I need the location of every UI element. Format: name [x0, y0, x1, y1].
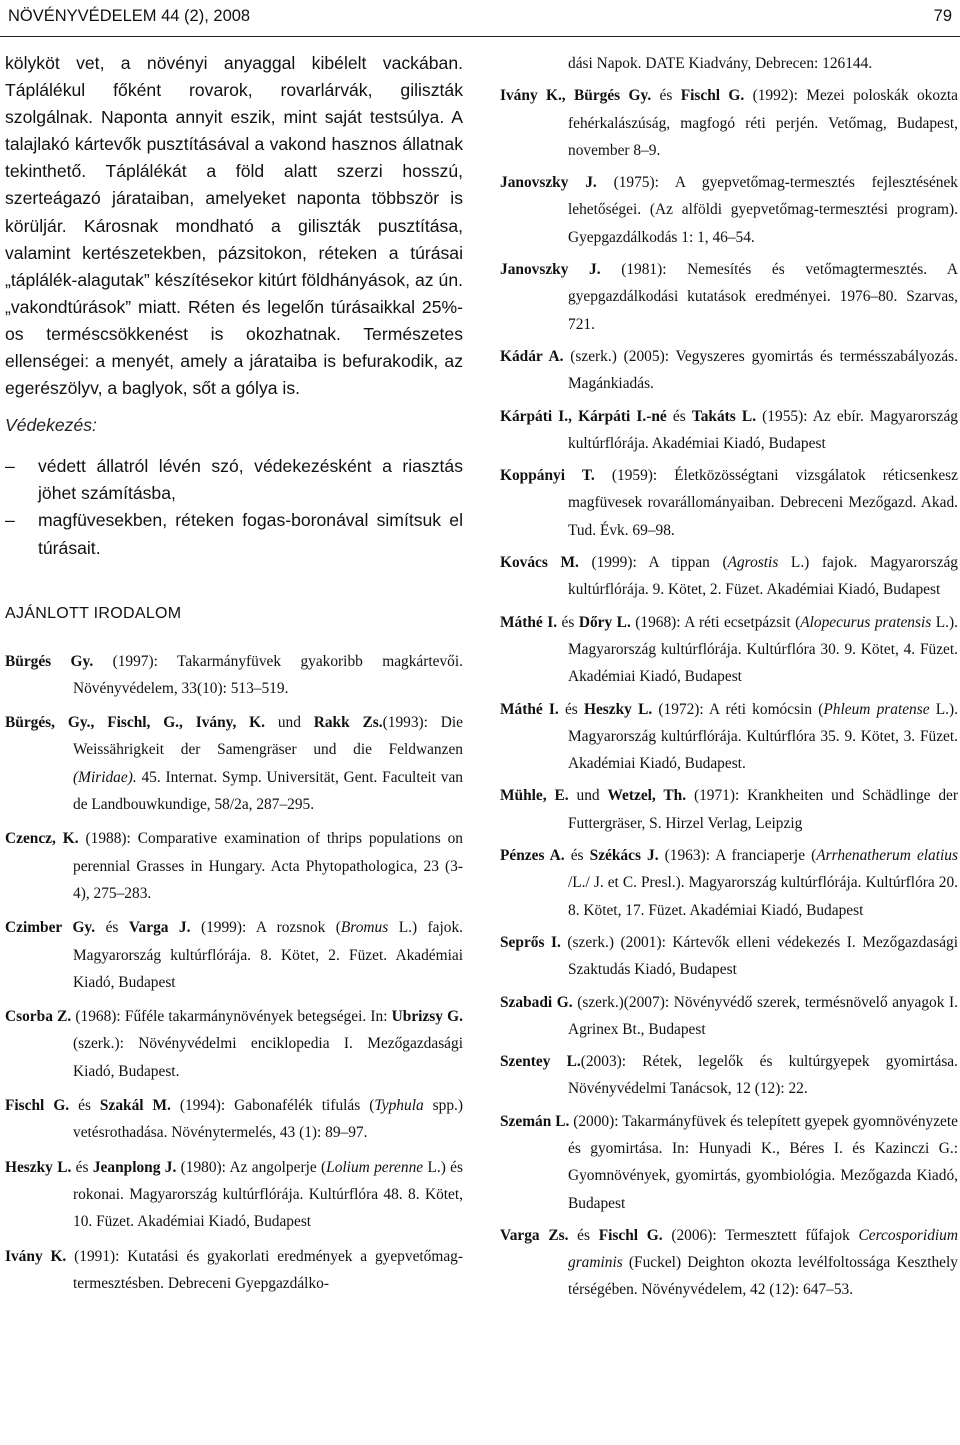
- reference-text: (Fuckel) Deighton okozta levélfoltossága Keszthely térségében. Növényvédelem, 42 (12): 647–53.: [568, 1254, 958, 1299]
- reference-text: (1997): Takarmányfüvek gyakoribb magkártevői. Növényvédelem, 33(10): 513–519.: [73, 652, 463, 697]
- reference-author: Dőry L.: [578, 613, 631, 631]
- reference-entry: [500, 1222, 958, 1304]
- reference-text: /L./ J. et C. Presl.). Magyarország kultúrflórája. Kultúrflóra 20. 8. Kötet, 17. Füzet. Akadémiai Kiadó, Budapest: [568, 874, 958, 919]
- reference-taxon: Alopecurus pratensis: [800, 613, 932, 631]
- reference-author: Szakál M.: [99, 1097, 171, 1115]
- protection-item-text: magfüvesekben, réteken fogas-boronával simítsuk el túrásait.: [38, 510, 463, 558]
- header-rule: [0, 36, 960, 37]
- reference-joiner: und: [265, 714, 314, 732]
- reference-continuation: dási Napok. DATE Kiadvány, Debrecen: 126144.: [568, 55, 873, 72]
- reference-entry: [500, 1108, 958, 1217]
- reference-author: Máthé I.: [500, 700, 559, 718]
- reference-author: Kovács M.: [500, 554, 579, 572]
- reference-entry: [5, 648, 463, 703]
- reference-entry: [5, 709, 463, 818]
- reference-entry: [5, 1003, 463, 1085]
- reference-author: Janovszky J.: [500, 261, 601, 279]
- reference-author: Janovszky J.: [500, 174, 597, 192]
- reference-author: Szemán L.: [500, 1112, 570, 1130]
- reference-joiner: és: [666, 407, 692, 425]
- reference-author: Szabadi G.: [500, 993, 573, 1011]
- reference-entry: [500, 82, 958, 164]
- dash-marker: –: [5, 510, 15, 531]
- reference-entry: [5, 914, 463, 996]
- reference-text: (1980): Az angolperje (: [176, 1158, 327, 1176]
- reference-list-right: [500, 82, 958, 1303]
- reference-text: (1963): A franciaperje (: [658, 847, 817, 865]
- reference-author: Takáts L.: [691, 407, 757, 425]
- reference-author: Czimber Gy.: [5, 919, 96, 937]
- reference-author: Szentey L.: [500, 1053, 581, 1071]
- reference-text: (1981): Nemesítés és vetőmagtermesztés. A gyepgazdálkodási kutatások eredményei. 1976–80. Szarvas, 721.: [568, 261, 958, 333]
- reference-text: (1972): A réti komócsin (: [652, 700, 824, 718]
- reference-author: Bürgés Gy.: [5, 652, 94, 670]
- page-number: 79: [933, 7, 952, 25]
- reference-taxon: Agrostis: [727, 554, 779, 572]
- reference-joiner: und: [568, 787, 608, 805]
- reference-entry: [500, 403, 958, 458]
- reference-text: L.) fajok. Magyarország kultúrflórája. 8. Kötet, 2. Füzet. Akadémiai Kiadó, Budapest: [73, 919, 463, 991]
- reference-text: (1992): Mezei poloskák okozta fehérkalászúság, magfogó réti perjén. Vetőmag, Budapest, november 8–9.: [568, 87, 959, 159]
- reference-joiner: és: [558, 700, 584, 718]
- reference-entry: [500, 549, 958, 604]
- reference-joiner: és: [95, 919, 129, 937]
- reference-taxon: Lolium perenne: [326, 1158, 424, 1176]
- running-header: [0, 0, 960, 36]
- reference-text: (1993): Die Weissährigkeit der Samengräser und die Feldwanzen: [73, 714, 463, 759]
- reference-author: Ivány K., Bürgés Gy.: [500, 87, 652, 105]
- reference-entry: [500, 842, 958, 924]
- reference-entry: [500, 1048, 958, 1103]
- dash-marker: –: [5, 456, 15, 477]
- reference-text: (szerk.)(2007): Növényvédő szerek, termésnövelő anyagok I. Agrinex Bt., Budapest: [568, 993, 958, 1038]
- reference-joiner: és: [69, 1097, 100, 1115]
- reference-text: (szerk.) (2005): Vegyszeres gyomirtás és termésszabályozás. Magánkiadás.: [563, 347, 958, 393]
- reference-text: L.). Magyarország kultúrflórája. Kultúrflóra 30. 9. Kötet, 4. Füzet. Akadémiai Kiadó, Budapest: [568, 613, 958, 686]
- reference-author: Csorba Z.: [5, 1008, 72, 1026]
- reference-taxon: Phleum pratense: [823, 700, 930, 718]
- reference-entry: [500, 609, 958, 691]
- reference-entry: [5, 1243, 463, 1298]
- reference-author: Kárpáti I., Kárpáti I.-né: [500, 407, 667, 425]
- reference-editor: Ubrizsy G.: [391, 1008, 463, 1026]
- reference-joiner: és: [557, 613, 579, 631]
- reference-entry: [500, 696, 958, 778]
- reference-text: (1968): Fűféle takarmánynövények betegségei. In:: [71, 1008, 392, 1026]
- reference-taxon: Cercosporidium graminis: [568, 1226, 958, 1272]
- section-title: AJÁNLOTT IRODALOM: [5, 604, 182, 622]
- reference-text: (1959): Életközösségtani vizsgálatok réticsenkesz magfüvesek rovarállományaiban. Debreceni Mezőgazd. Akad. Tud. Évk. 69–98.: [568, 467, 958, 539]
- reference-text: (szerk.): Növényvédelmi enciklopedia I. Mezőgazdasági Kiadó, Budapest.: [73, 1035, 463, 1080]
- reference-entry: [5, 825, 463, 907]
- reference-text: (1971): Krankheiten und Schädlinge der Futtergräser, S. Hirzel Verlag, Leipzig: [568, 787, 959, 832]
- protection-item: [5, 507, 463, 561]
- reference-list-left: [5, 648, 463, 1298]
- protection-heading: Védekezés:: [5, 415, 97, 436]
- reference-entry: [500, 462, 958, 544]
- reference-author: Fischl G.: [598, 1226, 663, 1244]
- reference-text: L.) és rokonai. Magyarország kultúrflórája. Kultúrflóra 48. 8. Kötet, 10. Füzet. Akadémiai Kiadó, Budapest: [73, 1158, 464, 1231]
- reference-author: Rakk Zs.: [313, 714, 383, 732]
- reference-author: Jeanplong J.: [92, 1158, 177, 1176]
- reference-author: Ivány K.: [5, 1247, 67, 1265]
- reference-author: Czencz, K.: [5, 830, 79, 848]
- reference-joiner: és: [568, 1226, 599, 1244]
- reference-author: Mühle, E.: [500, 787, 569, 805]
- reference-text: (1988): Comparative examination of thrips populations on perennial Grasses in Hungary. Acta Phytopathologica, 23 (3-4), 275–283.: [73, 830, 463, 902]
- reference-author: Seprős I.: [500, 933, 561, 951]
- reference-entry: [5, 1092, 463, 1147]
- reference-author: Koppányi T.: [500, 467, 595, 485]
- reference-text: (2006): Termesztett fűfajok: [662, 1226, 859, 1244]
- reference-author: Fischl G.: [5, 1097, 70, 1115]
- reference-text: (2000): Takarmányfüvek és telepített gyepek gyomnövényzete és gyomirtása. In: Hunyadi K., Béres I. és Kazinczi G.: Gyomnövények, gyomirtás, gyombiológia. Mezőgazda Kiadó, Budapest: [568, 1112, 958, 1212]
- reference-entry: [500, 989, 958, 1044]
- left-column: [5, 50, 463, 1304]
- body-paragraph: kölyköt vet, a növényi anyaggal kibélelt vackában. Táplálékul főként rovarok, rovarlárvák, giliszták szolgálnak. Naponta annyit eszik, mint saját testsúlya. A talajlakó kártevők pusztításával a vakond hasznos állatnak tekinthető. Táplálékát a föld alatt szerzi hosszú, szerteágazó járataiban, amelyeket naponta többször is körüljár. Károsnak mondható a giliszták pusztítása, valamint kertészetekben, pázsitokon, réteken a túrásai „táplálék-alagutak” készítésekor kitúrt földhányások, az ún. „vakondtúrások” miatt. Réten és legelőn túrásaikkal 25%-os terméscsökkenést is okozhatnak. Természetes ellenségei: a menyét, amely a járataiba is befurakodik, az egerészölyv, a baglyok, sőt a gólya is.: [5, 53, 463, 399]
- reference-author: Pénzes A.: [500, 847, 565, 865]
- reference-author: Varga J.: [128, 919, 191, 937]
- reference-author: Varga Zs.: [500, 1226, 569, 1244]
- reference-text: (szerk.) (2001): Kártevők elleni védekezés I. Mezőgazdasági Szaktudás Kiadó, Budapest: [560, 933, 958, 979]
- reference-joiner: és: [651, 87, 681, 105]
- reference-entry: [5, 1154, 463, 1236]
- reference-author: Heszky L.: [5, 1158, 72, 1176]
- journal-title: NÖVÉNYVÉDELEM 44 (2), 2008: [8, 7, 251, 25]
- reference-entry: [500, 343, 958, 398]
- protection-item: [5, 453, 463, 507]
- reference-taxon: Typhula: [374, 1097, 424, 1115]
- reference-taxon: Arrhenatherum elatius: [816, 847, 958, 865]
- reference-author: Máthé I.: [500, 613, 558, 631]
- reference-author: Kádár A.: [500, 347, 564, 365]
- reference-text: (1999): A rozsnok (: [190, 919, 341, 937]
- reference-text: (1999): A tippan (: [578, 554, 728, 572]
- reference-text: (1994): Gabonafélék tifulás (: [170, 1097, 375, 1115]
- reference-author: Székács J.: [589, 847, 659, 865]
- protection-item-text: védett állatról lévén szó, védekezésként a riasztás jöhet számításba,: [38, 456, 463, 504]
- reference-text: (2003): Rétek, legelők és kultúrgyepek gyomirtása. Növényvédelmi Tanácsok, 12 (12): 22.: [568, 1053, 958, 1098]
- reference-joiner: és: [564, 847, 590, 865]
- reference-text: (1991): Kutatási és gyakorlati eredmények a gyepvetőmag-termesztésben. Debreceni Gyepgazdálko-: [66, 1247, 463, 1292]
- reference-text: spp.) vetésrothadása. Növénytermelés, 43 (1): 89–97.: [73, 1097, 464, 1142]
- reference-text: L.) fajok. Magyarország kultúrflórája. 9. Kötet, 2. Füzet. Akadémiai Kiadó, Budapest: [568, 554, 958, 599]
- reference-entry: [500, 169, 958, 251]
- reference-entry: [500, 256, 958, 338]
- right-column: [500, 50, 958, 1309]
- reference-author: Wetzel, Th.: [607, 787, 687, 805]
- reference-author: Heszky L.: [584, 700, 653, 718]
- reference-text: (1955): Az ebír. Magyarország kultúrflórája. Akadémiai Kiadó, Budapest: [568, 407, 958, 452]
- reference-taxon: (Miridae).: [73, 768, 137, 786]
- reference-text: (1975): A gyepvetőmag-termesztés fejlesztésének lehetőségei. (Az alföldi gyepvetőmag-termesztési program). Gyepgazdálkodás 1: 1, 46–54.: [568, 174, 958, 246]
- reference-author: Bürgés, Gy., Fischl, G., Ivány, K.: [5, 714, 265, 732]
- reference-text: (1968): A réti ecsetpázsit (: [630, 613, 801, 631]
- reference-author: Fischl G.: [680, 87, 745, 105]
- reference-entry: [500, 782, 958, 837]
- reference-taxon: Bromus: [340, 919, 389, 937]
- reference-text: 45. Internat. Symp. Universität, Gent. Faculteit van de Landbouwkundige, 58/2a, 287–295.: [73, 768, 463, 814]
- reference-joiner: és: [71, 1158, 93, 1176]
- reference-text: L.). Magyarország kultúrflórája. Kultúrflóra 35. 9. Kötet, 3. Füzet. Akadémiai Kiadó, Budapest.: [568, 700, 958, 773]
- reference-entry: [500, 929, 958, 984]
